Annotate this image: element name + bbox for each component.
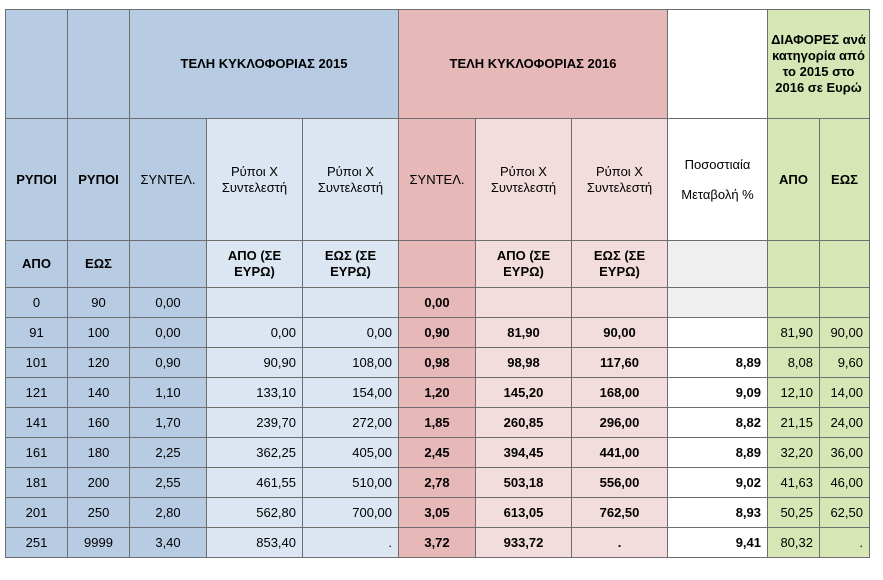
cell-coef-2015: 0,00 [130,288,207,318]
table-row [6,408,870,438]
col-prod-to-2016: Ρύποι Χ Συντελεστή [572,119,668,241]
sub-to-eur-2016: ΕΩΣ (ΣΕ ΕΥΡΩ) [572,241,668,288]
cell-coef-2015: 1,10 [130,378,207,408]
cell-coef-2016: 0,00 [399,288,476,318]
cell-coef-2016: 3,05 [399,498,476,528]
table-row [6,498,870,528]
header-diff-title: ΔΙΑΦΟΡΕΣ ανά κατηγορία από το 2015 στο 2016 σε Ευρώ [768,10,870,119]
col-prod-from-2015: Ρύποι Χ Συντελεστή [207,119,303,241]
cell-from: 0 [6,288,68,318]
cell-to-eur-2016: 296,00 [572,408,668,438]
cell-coef-2015: 1,70 [130,408,207,438]
cell-from: 161 [6,438,68,468]
cell-from-eur-2016: 145,20 [476,378,572,408]
table-row [6,318,870,348]
cell-pct-change: 8,89 [668,438,768,468]
cell-to-eur-2016 [572,288,668,318]
cell-diff-from: 80,32 [768,528,820,558]
cell-from-eur-2016: 81,90 [476,318,572,348]
cell-to-eur-2015: 0,00 [303,318,399,348]
cell-coef-2016: 1,85 [399,408,476,438]
cell-diff-from: 12,10 [768,378,820,408]
col-pct-line1: Ποσοστιαία [684,156,751,172]
table-row [6,468,870,498]
cell-to-eur-2015: 108,00 [303,348,399,378]
cell-diff-from: 32,20 [768,438,820,468]
col-rypoi-from: ΡΥΠΟΙ [6,119,68,241]
col-prod-from-2016: Ρύποι Χ Συντελεστή [476,119,572,241]
cell-from: 181 [6,468,68,498]
cell-to: 120 [68,348,130,378]
cell-coef-2015: 2,80 [130,498,207,528]
cell-from-eur-2015: 0,00 [207,318,303,348]
cell-pct-change [668,318,768,348]
cell-from-eur-2015: 90,90 [207,348,303,378]
header-blank-pct [668,10,768,119]
cell-from-eur-2015: 461,55 [207,468,303,498]
cell-from-eur-2015: 362,25 [207,438,303,468]
cell-to-eur-2016: 556,00 [572,468,668,498]
table-row [6,438,870,468]
cell-diff-to: 46,00 [820,468,870,498]
col-pct-change [668,119,768,241]
sub-from-eur-2015: ΑΠΟ (ΣΕ ΕΥΡΩ) [207,241,303,288]
header-blank-to [68,10,130,119]
cell-to-eur-2016: 441,00 [572,438,668,468]
cell-diff-from: 8,08 [768,348,820,378]
cell-coef-2016: 0,98 [399,348,476,378]
cell-pct-change: 8,93 [668,498,768,528]
cell-from-eur-2016: 503,18 [476,468,572,498]
sub-to-eur-2015: ΕΩΣ (ΣΕ ΕΥΡΩ) [303,241,399,288]
col-pct-line2: Μεταβολή % [681,186,754,202]
cell-from-eur-2015: 853,40 [207,528,303,558]
cell-diff-from: 81,90 [768,318,820,348]
header-2016-title: ΤΕΛΗ ΚΥΚΛΟΦΟΡΙΑΣ 2016 [399,10,668,119]
col-diff-from: ΑΠΟ [768,119,820,241]
cell-diff-from [768,288,820,318]
table-row [6,348,870,378]
cell-diff-to: 90,00 [820,318,870,348]
cell-coef-2016: 3,72 [399,528,476,558]
col-rypoi-to: ΡΥΠΟΙ [68,119,130,241]
cell-from-eur-2015: 562,80 [207,498,303,528]
cell-to-eur-2016: 117,60 [572,348,668,378]
cell-pct-change: 9,41 [668,528,768,558]
cell-coef-2015: 3,40 [130,528,207,558]
cell-pct-change: 8,82 [668,408,768,438]
sub-blank-diff-to [820,241,870,288]
cell-to-eur-2016: 762,50 [572,498,668,528]
cell-diff-to: . [820,528,870,558]
col-prod-to-2015: Ρύποι Χ Συντελεστή [303,119,399,241]
cell-pct-change: 9,09 [668,378,768,408]
cell-diff-to: 62,50 [820,498,870,528]
cell-from-eur-2016: 98,98 [476,348,572,378]
cell-to: 140 [68,378,130,408]
cell-from-eur-2016: 613,05 [476,498,572,528]
cell-from: 101 [6,348,68,378]
cell-to-eur-2015: 272,00 [303,408,399,438]
cell-to: 9999 [68,528,130,558]
cell-diff-to: 14,00 [820,378,870,408]
cell-from-eur-2015 [207,288,303,318]
sub-blank-coef-2016 [399,241,476,288]
table-row [6,288,870,318]
cell-pct-change [668,288,768,318]
cell-to: 180 [68,438,130,468]
sub-blank-coef-2015 [130,241,207,288]
cell-coef-2015: 2,25 [130,438,207,468]
cell-to: 200 [68,468,130,498]
cell-from-eur-2016: 933,72 [476,528,572,558]
tax-comparison-table [5,9,870,558]
cell-to-eur-2015: 510,00 [303,468,399,498]
cell-coef-2016: 1,20 [399,378,476,408]
header-blank-from [6,10,68,119]
cell-to: 100 [68,318,130,348]
cell-from: 201 [6,498,68,528]
cell-from: 91 [6,318,68,348]
cell-to-eur-2015 [303,288,399,318]
cell-diff-from: 41,63 [768,468,820,498]
cell-diff-from: 50,25 [768,498,820,528]
cell-coef-2015: 0,90 [130,348,207,378]
cell-from: 251 [6,528,68,558]
cell-coef-2016: 0,90 [399,318,476,348]
cell-pct-change: 8,89 [668,348,768,378]
col-coef-2016: ΣΥΝΤΕΛ. [399,119,476,241]
cell-from: 141 [6,408,68,438]
table-row [6,528,870,558]
cell-from-eur-2015: 239,70 [207,408,303,438]
cell-coef-2016: 2,45 [399,438,476,468]
table-row [6,378,870,408]
cell-from-eur-2016 [476,288,572,318]
sub-to: ΕΩΣ [68,241,130,288]
col-diff-to: ΕΩΣ [820,119,870,241]
cell-to-eur-2016: 168,00 [572,378,668,408]
cell-diff-to: 24,00 [820,408,870,438]
cell-to: 250 [68,498,130,528]
header-2015-title: ΤΕΛΗ ΚΥΚΛΟΦΟΡΙΑΣ 2015 [130,10,399,119]
cell-from-eur-2015: 133,10 [207,378,303,408]
cell-from: 121 [6,378,68,408]
sub-from-eur-2016: ΑΠΟ (ΣΕ ΕΥΡΩ) [476,241,572,288]
cell-to-eur-2015: 700,00 [303,498,399,528]
sub-blank-pct [668,241,768,288]
cell-to: 160 [68,408,130,438]
cell-to: 90 [68,288,130,318]
cell-coef-2015: 0,00 [130,318,207,348]
data-rows [6,288,870,558]
cell-diff-from: 21,15 [768,408,820,438]
cell-coef-2016: 2,78 [399,468,476,498]
cell-from-eur-2016: 394,45 [476,438,572,468]
cell-to-eur-2015: 154,00 [303,378,399,408]
cell-to-eur-2015: 405,00 [303,438,399,468]
col-coef-2015: ΣΥΝΤΕΛ. [130,119,207,241]
cell-to-eur-2016: . [572,528,668,558]
cell-to-eur-2015: . [303,528,399,558]
cell-diff-to: 9,60 [820,348,870,378]
cell-coef-2015: 2,55 [130,468,207,498]
sub-blank-diff-from [768,241,820,288]
cell-from-eur-2016: 260,85 [476,408,572,438]
cell-diff-to [820,288,870,318]
cell-diff-to: 36,00 [820,438,870,468]
cell-pct-change: 9,02 [668,468,768,498]
cell-to-eur-2016: 90,00 [572,318,668,348]
sub-from: ΑΠΟ [6,241,68,288]
